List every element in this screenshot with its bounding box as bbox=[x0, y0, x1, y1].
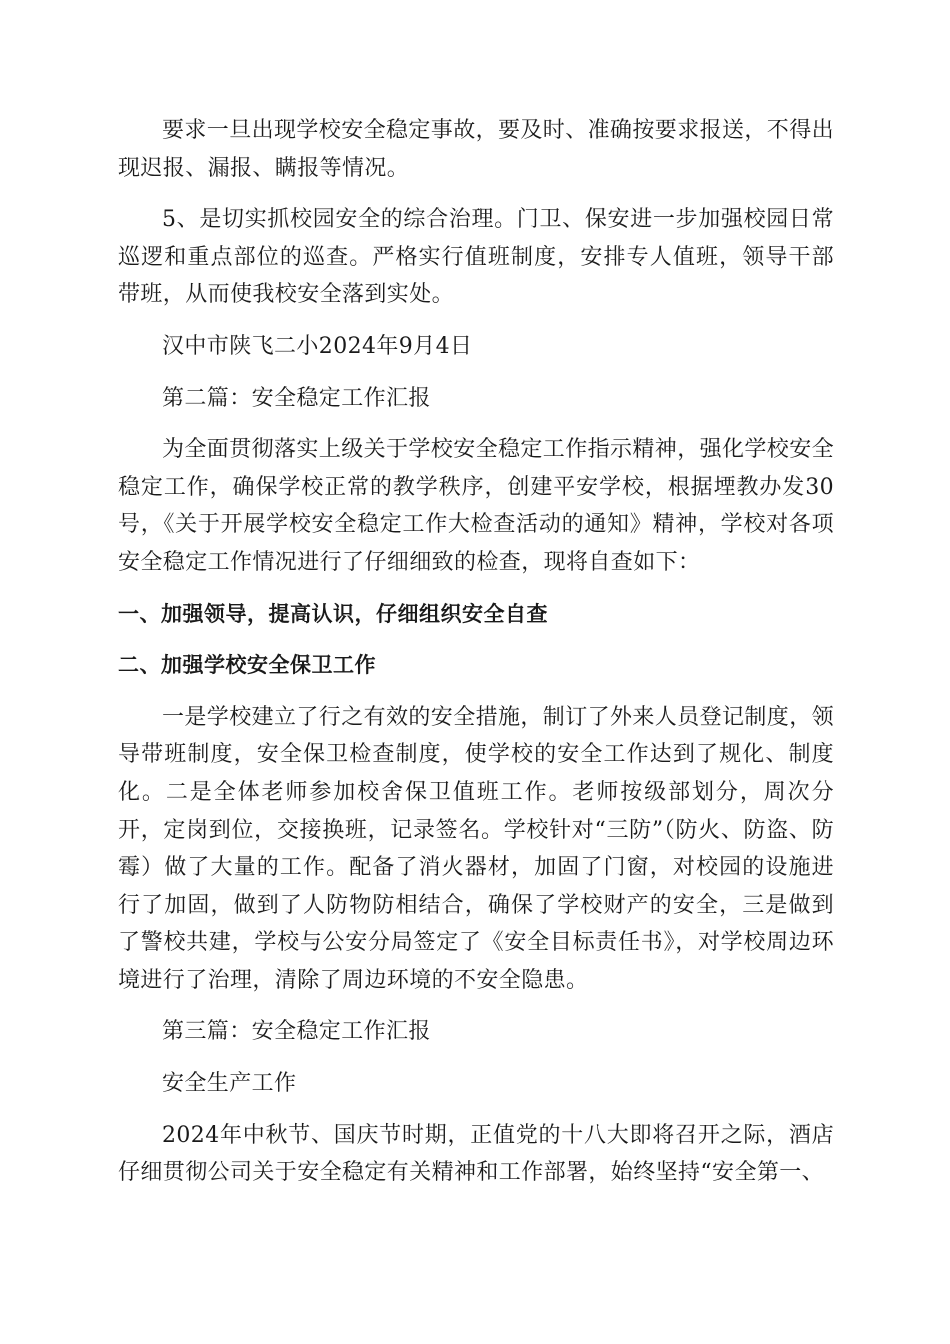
paragraph-signature: 汉中市陕飞二小2024年9月4日 bbox=[162, 333, 473, 359]
paragraph: 要求一旦出现学校安全稳定事故，要及时、准确按要求报送，不得出现迟报、漏报、瞒报等情况。 bbox=[118, 118, 835, 181]
subsection-title: 安全生产工作 bbox=[162, 1071, 297, 1097]
paragraph: 2024年中秋节、国庆节时期，正值党的十八大即将召开之际，酒店仔细贯彻公司关于安全稳定有关精神和工作部署，始终坚持“安全第一、 bbox=[118, 1122, 834, 1186]
section-title-2: 第二篇：安全稳定工作汇报 bbox=[162, 385, 431, 411]
paragraph: 为全面贯彻落实上级关于学校安全稳定工作指示精神，强化学校安全稳定工作，确保学校正常的教学秩序，创建平安学校，根据堙教办发30号，《关于开展学校安全稳定工作大检查活动的通知》精神，学校对各项安全稳定工作情况进行了仔细细致的检查，现将自查如下： bbox=[118, 437, 835, 575]
section-title-3: 第三篇：安全稳定工作汇报 bbox=[162, 1019, 431, 1045]
heading-2: 二、加强学校安全保卫工作 bbox=[118, 653, 376, 678]
paragraph: 5、是切实抓校园安全的综合治理。门卫、保安进一步加强校园日常巡逻和重点部位的巡查。严格实行值班制度，安排专人值班，领导干部带班，从而使我校安全落到实处。 bbox=[118, 207, 834, 308]
document-page bbox=[118, 112, 834, 1192]
paragraph: 一是学校建立了行之有效的安全措施，制订了外来人员登记制度，领导带班制度，安全保卫检查制度，使学校的安全工作达到了规化、制度化。二是全体老师参加校舍保卫值班工作。老师按级部划分，周次分开，定岗到位，交接换班，记录签名。学校针对“三防”（防火、防盗、防霉）做了大量的工作。配备了消火器材，加固了门窗，对校园的设施进行了加固，做到了人防物防相结合，确保了学校财产的安全，三是做到了警校共建，学校与公安分局签定了《安全目标责任书》，对学校周边环境进行了治理，清除了周边环境的不安全隐患。 bbox=[118, 704, 835, 993]
heading-1: 一、加强领导，提高认识，仔细组织安全自查 bbox=[118, 601, 548, 626]
